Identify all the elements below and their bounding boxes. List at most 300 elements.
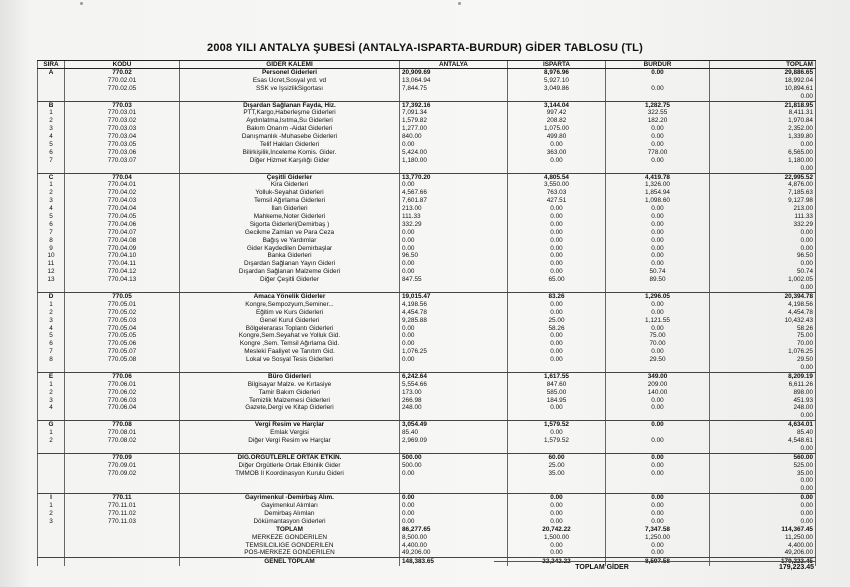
sira-cell: 1 — [37, 181, 65, 189]
antalya-cell: 840.00 — [400, 133, 508, 141]
sira-cell: 4 — [37, 404, 65, 412]
toplam-cell: 4,454.78 — [710, 309, 816, 317]
burdur-cell: 0.00 — [606, 213, 710, 221]
table-row — [37, 412, 816, 420]
header-isparta: ISPARTA — [508, 61, 606, 68]
burdur-cell: 1,250.00 — [606, 534, 710, 542]
burdur-cell: 0.00 — [606, 260, 710, 268]
gider-kalemi-cell: Tamir Bakım Giderleri — [180, 389, 400, 397]
table-body — [37, 69, 816, 566]
burdur-cell — [606, 93, 710, 101]
isparta-cell: 83.26 — [508, 293, 606, 301]
kodu-cell: 770.08 — [65, 421, 180, 429]
burdur-cell: 0.00 — [606, 510, 710, 518]
table-row — [37, 453, 816, 462]
isparta-cell: 0.00 — [508, 157, 606, 165]
table-row — [37, 502, 816, 510]
antalya-cell: 17,392.16 — [400, 102, 508, 110]
antalya-cell: 0.00 — [400, 502, 508, 510]
isparta-cell — [508, 284, 606, 292]
toplam-cell: 10,432.43 — [710, 317, 816, 325]
table-row — [37, 493, 816, 502]
table-row — [37, 420, 816, 429]
kodu-cell: 770.04.06 — [65, 221, 180, 229]
antalya-cell — [400, 284, 508, 292]
gider-kalemi-cell: Danışmanlık -Muhasebe Giderleri — [180, 133, 400, 141]
scan-speck — [458, 2, 461, 5]
burdur-cell: 1,326.00 — [606, 181, 710, 189]
toplam-cell: 18,992.04 — [710, 77, 816, 85]
burdur-cell: 1,296.05 — [606, 293, 710, 301]
burdur-cell: 7,347.58 — [606, 526, 710, 534]
kodu-cell: 770.02 — [65, 69, 180, 77]
table-row — [37, 117, 816, 125]
gider-kalemi-cell: SSK ve İşsizlikSigortası — [180, 85, 400, 93]
isparta-cell: 3,049.86 — [508, 85, 606, 93]
table-row — [37, 470, 816, 478]
toplam-cell: 0.00 — [710, 364, 816, 372]
table-row — [37, 93, 816, 101]
burdur-cell — [606, 429, 710, 437]
isparta-cell: 363.00 — [508, 149, 606, 157]
isparta-cell: 25.00 — [508, 317, 606, 325]
gider-kalemi-cell: İlan Giderleri — [180, 205, 400, 213]
gider-kalemi-cell: Diğer Vergi Resim ve Harçlar — [180, 437, 400, 445]
kodu-cell: 770.03.05 — [65, 141, 180, 149]
burdur-cell: 0.00 — [606, 454, 710, 462]
antalya-cell: 0.00 — [400, 268, 508, 276]
gider-kalemi-cell — [180, 412, 400, 420]
isparta-cell — [508, 477, 606, 485]
sira-cell — [37, 542, 65, 550]
burdur-cell: 322.55 — [606, 109, 710, 117]
gider-kalemi-cell — [180, 284, 400, 292]
antalya-cell: 85.40 — [400, 429, 508, 437]
table-row — [37, 437, 816, 445]
toplam-cell: 0.00 — [710, 485, 816, 493]
kodu-cell: 770.04 — [65, 174, 180, 182]
toplam-cell: 49,206.00 — [710, 549, 816, 557]
antalya-cell: 7,091.34 — [400, 109, 508, 117]
antalya-cell: 4,454.78 — [400, 309, 508, 317]
toplam-cell: 0.00 — [710, 494, 816, 502]
gider-kalemi-cell: Temsil Ağırlama Giderleri — [180, 197, 400, 205]
isparta-cell: 1,579.52 — [508, 437, 606, 445]
isparta-cell: 0.00 — [508, 141, 606, 149]
gider-kalemi-cell: Bilgisayar Malze. ve Kırtasiye — [180, 381, 400, 389]
gider-kalemi-cell: Amaca Yönelik Giderler — [180, 293, 400, 301]
kodu-cell: 770.05.03 — [65, 317, 180, 325]
toplam-cell: 898.00 — [710, 389, 816, 397]
kodu-cell: 770.04.04 — [65, 205, 180, 213]
isparta-cell — [508, 364, 606, 372]
gider-kalemi-cell: TMMOB İl Koordinasyon Kurulu Gideri — [180, 470, 400, 478]
gider-kalemi-cell: Dışardan Sağlanan Fayda, Hiz. — [180, 102, 400, 110]
toplam-cell: 213.00 — [710, 205, 816, 213]
table-row — [37, 213, 816, 221]
table-row — [37, 381, 816, 389]
isparta-cell: 3,144.04 — [508, 102, 606, 110]
antalya-cell: 0.00 — [400, 340, 508, 348]
table-row — [37, 301, 816, 309]
antalya-cell: 111.33 — [400, 213, 508, 221]
isparta-cell: 0.00 — [508, 429, 606, 437]
sira-cell: 7 — [37, 157, 65, 165]
sira-cell: G — [37, 421, 65, 429]
gider-kalemi-cell: Dışardan Sağlanan Malzeme Gideri — [180, 268, 400, 276]
sira-cell: 11 — [37, 260, 65, 268]
kodu-cell: 770.05.04 — [65, 325, 180, 333]
gider-kalemi-cell: MERKEZE GÖNDERİLEN — [180, 534, 400, 542]
sira-cell: A — [37, 69, 65, 77]
isparta-cell: 22,242.22 — [508, 558, 606, 566]
antalya-cell: 1,277.00 — [400, 125, 508, 133]
total-expense-box — [494, 561, 816, 574]
table-row — [37, 85, 816, 93]
gider-kalemi-cell: TEMSİLCİLİĞE GÖNDERİLEN — [180, 542, 400, 550]
antalya-cell: 0.00 — [400, 494, 508, 502]
gider-kalemi-cell — [180, 93, 400, 101]
kodu-cell: 770.08.02 — [65, 437, 180, 445]
burdur-cell: 0.00 — [606, 502, 710, 510]
burdur-cell: 0.00 — [606, 245, 710, 253]
gider-kalemi-cell: Esas Ücret,Sosyal yrd. vd — [180, 77, 400, 85]
sira-cell: 7 — [37, 348, 65, 356]
isparta-cell: 0.00 — [508, 348, 606, 356]
kodu-cell — [65, 485, 180, 493]
header-sira: SIRA — [37, 61, 65, 68]
toplam-cell: 35.00 — [710, 470, 816, 478]
toplam-cell: 22,995.52 — [710, 174, 816, 182]
sira-cell: 12 — [37, 268, 65, 276]
toplam-cell: 29,886.65 — [710, 69, 816, 77]
page-title: 2008 YILI ANTALYA ŞUBESİ (ANTALYA-ISPARTA-BURDUR) GİDER TABLOSU (TL) — [207, 42, 643, 54]
sira-cell: 10 — [37, 252, 65, 260]
isparta-cell: 58.26 — [508, 325, 606, 333]
table-row — [37, 221, 816, 229]
sira-cell: 6 — [37, 149, 65, 157]
table-row — [37, 237, 816, 245]
burdur-cell: 0.00 — [606, 397, 710, 405]
sira-cell: 5 — [37, 141, 65, 149]
table-row — [37, 133, 816, 141]
burdur-cell: 4,419.78 — [606, 174, 710, 182]
isparta-cell: 0.00 — [508, 252, 606, 260]
toplam-cell: 0.00 — [710, 245, 816, 253]
isparta-cell: 0.00 — [508, 404, 606, 412]
antalya-cell: 4,567.66 — [400, 189, 508, 197]
antalya-cell: 0.00 — [400, 237, 508, 245]
burdur-cell: 0.00 — [606, 221, 710, 229]
sira-cell: 4 — [37, 325, 65, 333]
antalya-cell: 1,180.00 — [400, 157, 508, 165]
burdur-cell: 140.00 — [606, 389, 710, 397]
isparta-cell: 0.00 — [508, 221, 606, 229]
burdur-cell: 0.00 — [606, 125, 710, 133]
gider-kalemi-cell: Diğer Hizmet Karşılığı Gider — [180, 157, 400, 165]
total-expense-value: 179,223.45 — [778, 564, 814, 571]
isparta-cell: 0.00 — [508, 340, 606, 348]
table-row — [37, 260, 816, 268]
table-row — [37, 125, 816, 133]
isparta-cell: 0.00 — [508, 542, 606, 550]
kodu-cell — [65, 165, 180, 173]
expense-table — [37, 60, 816, 566]
sira-cell — [37, 549, 65, 557]
gider-kalemi-cell: Gayrimenkul -Demirbaş Alım. — [180, 494, 400, 502]
table-row — [37, 317, 816, 325]
sira-cell: 2 — [37, 437, 65, 445]
isparta-cell: 4,805.54 — [508, 174, 606, 182]
table-row — [37, 510, 816, 518]
kodu-cell: 770.04.02 — [65, 189, 180, 197]
header-toplam: TOPLAM — [710, 61, 816, 68]
toplam-cell: 4,548.61 — [710, 437, 816, 445]
sira-cell: 3 — [37, 125, 65, 133]
sira-cell: 2 — [37, 189, 65, 197]
kodu-cell: 770.11.01 — [65, 502, 180, 510]
toplam-cell: 0.00 — [710, 165, 816, 173]
kodu-cell: 770.04.05 — [65, 213, 180, 221]
antalya-cell — [400, 93, 508, 101]
gider-kalemi-cell: Genel Kurul Giderleri — [180, 317, 400, 325]
table-row — [37, 445, 816, 453]
isparta-cell: 208.82 — [508, 117, 606, 125]
table-row — [37, 429, 816, 437]
sira-cell: 8 — [37, 237, 65, 245]
burdur-cell: 0.00 — [606, 437, 710, 445]
antalya-cell — [400, 445, 508, 453]
toplam-cell: 0.00 — [710, 260, 816, 268]
kodu-cell: 770.11.02 — [65, 510, 180, 518]
isparta-cell — [508, 165, 606, 173]
kodu-cell: 770.04.08 — [65, 237, 180, 245]
burdur-cell: 349.00 — [606, 373, 710, 381]
toplam-cell: 1,970.84 — [710, 117, 816, 125]
sira-cell: 6 — [37, 340, 65, 348]
gider-kalemi-cell: Bilirkişilik,İnceleme Komis. Gider. — [180, 149, 400, 157]
gider-kalemi-cell: Büro Giderleri — [180, 373, 400, 381]
isparta-cell: 0.00 — [508, 213, 606, 221]
toplam-cell: 7,185.63 — [710, 189, 816, 197]
gider-kalemi-cell: Lokal ve Sosyal Tesis Giderleri — [180, 356, 400, 364]
gider-kalemi-cell: Çeşitli Giderler — [180, 174, 400, 182]
kodu-cell: 770.03.06 — [65, 149, 180, 157]
table-row — [37, 477, 816, 485]
table-row — [37, 485, 816, 493]
sira-cell: 3 — [37, 317, 65, 325]
toplam-cell: 50.74 — [710, 268, 816, 276]
toplam-cell: 11,250.00 — [710, 534, 816, 542]
gider-kalemi-cell: Demirbaş Alımları — [180, 510, 400, 518]
sira-cell: I — [37, 494, 65, 502]
antalya-cell: 4,198.56 — [400, 301, 508, 309]
kodu-cell: 770.05.05 — [65, 332, 180, 340]
isparta-cell — [508, 445, 606, 453]
kodu-cell: 770.05.08 — [65, 356, 180, 364]
antalya-cell: 0.00 — [400, 332, 508, 340]
antalya-cell: 5,554.66 — [400, 381, 508, 389]
gider-kalemi-cell: Gazete,Dergi ve Kitap Giderleri — [180, 404, 400, 412]
toplam-cell: 75.00 — [710, 332, 816, 340]
gider-kalemi-cell: Telif Hakları Giderleri — [180, 141, 400, 149]
isparta-cell: 184.95 — [508, 397, 606, 405]
toplam-cell: 0.00 — [710, 141, 816, 149]
burdur-cell: 0.00 — [606, 157, 710, 165]
kodu-cell: 770.06 — [65, 373, 180, 381]
table-row — [37, 109, 816, 117]
kodu-cell: 770.04.03 — [65, 197, 180, 205]
table-row — [37, 141, 816, 149]
isparta-cell: 0.00 — [508, 356, 606, 364]
table-row — [37, 165, 816, 173]
toplam-cell: 0.00 — [710, 477, 816, 485]
table-row — [37, 526, 816, 534]
isparta-cell: 427.51 — [508, 197, 606, 205]
sira-cell — [37, 445, 65, 453]
isparta-cell: 20,742.22 — [508, 526, 606, 534]
burdur-cell: 70.00 — [606, 340, 710, 348]
antalya-cell: 0.00 — [400, 229, 508, 237]
sira-cell — [37, 412, 65, 420]
gider-kalemi-cell: Kongre,Sem.Seyahat ve Yolluk Gid. — [180, 332, 400, 340]
burdur-cell: 89.50 — [606, 276, 710, 284]
header-burdur: BURDUR — [606, 61, 710, 68]
table-row — [37, 340, 816, 348]
kodu-cell: 770.09 — [65, 454, 180, 462]
isparta-cell: 1,617.55 — [508, 373, 606, 381]
isparta-cell — [508, 412, 606, 420]
antalya-cell — [400, 165, 508, 173]
gider-kalemi-cell: Diğer Örgütlerle Ortak Etkinlik Gider — [180, 462, 400, 470]
burdur-cell: 0.00 — [606, 252, 710, 260]
sira-cell: 5 — [37, 213, 65, 221]
kodu-cell: 770.11.03 — [65, 518, 180, 526]
sira-cell — [37, 165, 65, 173]
burdur-cell: 0.00 — [606, 325, 710, 333]
isparta-cell: 847.60 — [508, 381, 606, 389]
sira-cell — [37, 462, 65, 470]
burdur-cell: 0.00 — [606, 309, 710, 317]
isparta-cell: 0.00 — [508, 518, 606, 526]
antalya-cell: 5,424.00 — [400, 149, 508, 157]
sira-cell — [37, 558, 65, 566]
sira-cell: 5 — [37, 332, 65, 340]
toplam-cell: 451.93 — [710, 397, 816, 405]
sira-cell: 7 — [37, 229, 65, 237]
gider-kalemi-cell: Personel Giderleri — [180, 69, 400, 77]
toplam-cell: 560.00 — [710, 454, 816, 462]
antalya-cell: 0.00 — [400, 181, 508, 189]
table-row — [37, 309, 816, 317]
table-row — [37, 101, 816, 110]
kodu-cell: 770.04.01 — [65, 181, 180, 189]
burdur-cell: 0.00 — [606, 301, 710, 309]
isparta-cell: 1,500.00 — [508, 534, 606, 542]
isparta-cell: 0.00 — [508, 260, 606, 268]
gider-kalemi-cell: Mahkeme,Noter Giderleri — [180, 213, 400, 221]
sira-cell: 1 — [37, 109, 65, 117]
gider-kalemi-cell — [180, 364, 400, 372]
table-row — [37, 252, 816, 260]
isparta-cell: 8,976.96 — [508, 69, 606, 77]
isparta-cell: 5,927.10 — [508, 77, 606, 85]
antalya-cell: 6,242.64 — [400, 373, 508, 381]
kodu-cell: 770.05.01 — [65, 301, 180, 309]
kodu-cell: 770.06.01 — [65, 381, 180, 389]
antalya-cell — [400, 412, 508, 420]
antalya-cell: 0.00 — [400, 470, 508, 478]
antalya-cell: 847.55 — [400, 276, 508, 284]
total-expense-label: TOPLAM GİDER — [575, 564, 629, 571]
kodu-cell: 770.08.01 — [65, 429, 180, 437]
isparta-cell: 0.00 — [508, 332, 606, 340]
toplam-cell: 1,076.25 — [710, 348, 816, 356]
antalya-cell: 1,579.82 — [400, 117, 508, 125]
toplam-cell: 525.00 — [710, 462, 816, 470]
antalya-cell: 4,400.00 — [400, 542, 508, 550]
kodu-cell: 770.05.02 — [65, 309, 180, 317]
toplam-cell: 4,876.00 — [710, 181, 816, 189]
antalya-cell: 500.00 — [400, 462, 508, 470]
toplam-cell: 21,818.95 — [710, 102, 816, 110]
sira-cell — [37, 526, 65, 534]
burdur-cell: 8,597.58 — [606, 558, 710, 566]
antalya-cell: 0.00 — [400, 510, 508, 518]
toplam-cell: 9,127.98 — [710, 197, 816, 205]
antalya-cell — [400, 485, 508, 493]
sira-cell — [37, 93, 65, 101]
toplam-cell: 248.00 — [710, 404, 816, 412]
burdur-cell: 1,282.75 — [606, 102, 710, 110]
isparta-cell: 0.00 — [508, 502, 606, 510]
antalya-cell: 248.00 — [400, 404, 508, 412]
table-row — [37, 292, 816, 301]
gider-kalemi-cell: Dökümantasyon Giderleri — [180, 518, 400, 526]
sira-cell — [37, 85, 65, 93]
kodu-cell: 770.03 — [65, 102, 180, 110]
isparta-cell: 60.00 — [508, 454, 606, 462]
antalya-cell: 49,206.00 — [400, 549, 508, 557]
burdur-cell: 1,121.55 — [606, 317, 710, 325]
sira-cell — [37, 477, 65, 485]
kodu-cell: 770.09.02 — [65, 470, 180, 478]
table-row — [37, 404, 816, 412]
toplam-cell: 0.00 — [710, 284, 816, 292]
sira-cell: B — [37, 102, 65, 110]
gider-kalemi-cell: Sigorta Giderleri(Demirbaş ) — [180, 221, 400, 229]
isparta-cell: 0.00 — [508, 494, 606, 502]
sira-cell: D — [37, 293, 65, 301]
table-row — [37, 245, 816, 253]
toplam-cell: 0.00 — [710, 412, 816, 420]
burdur-cell: 0.00 — [606, 237, 710, 245]
antalya-cell: 13,064.94 — [400, 77, 508, 85]
gider-kalemi-cell: Gecikme Zamları ve Para Ceza — [180, 229, 400, 237]
isparta-cell: 0.00 — [508, 510, 606, 518]
table-row — [37, 389, 816, 397]
isparta-cell: 0.00 — [508, 229, 606, 237]
kodu-cell: 770.03.04 — [65, 133, 180, 141]
toplam-cell: 0.00 — [710, 93, 816, 101]
antalya-cell: 266.98 — [400, 397, 508, 405]
burdur-cell — [606, 445, 710, 453]
toplam-cell: 10,894.61 — [710, 85, 816, 93]
table-row — [37, 518, 816, 526]
gider-kalemi-cell: Eğitim ve Kurs Giderleri — [180, 309, 400, 317]
kodu-cell: 770.04.12 — [65, 268, 180, 276]
table-row — [37, 364, 816, 372]
